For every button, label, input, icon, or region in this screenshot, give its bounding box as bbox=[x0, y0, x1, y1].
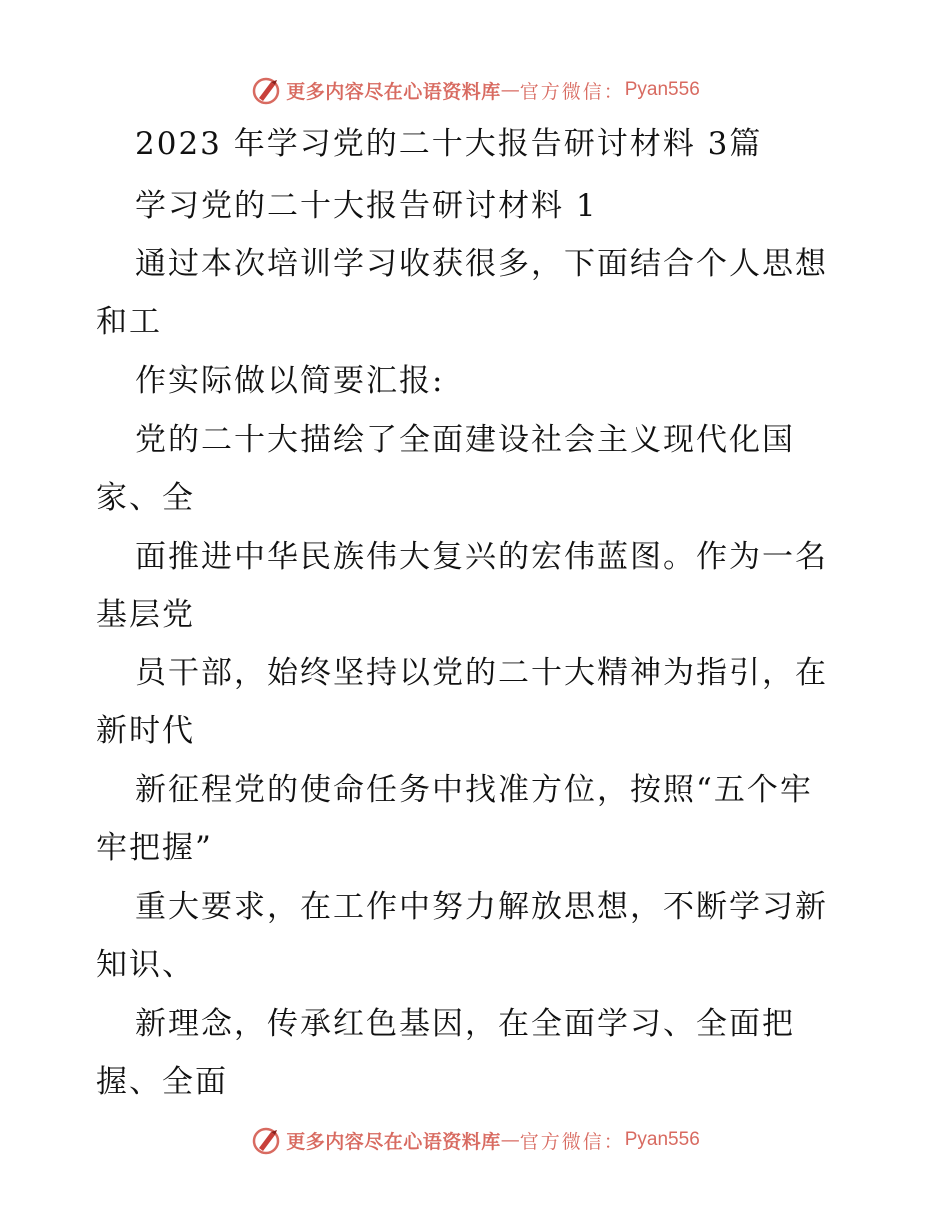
watermark-separator: — bbox=[500, 79, 520, 101]
watermark-separator: — bbox=[500, 1129, 520, 1151]
text-line: 基层党 bbox=[96, 597, 195, 633]
watermark-site-text: 更多内容尽在心语资料库 bbox=[286, 80, 501, 103]
watermark-site-text: 更多内容尽在心语资料库 bbox=[286, 1130, 501, 1153]
pen-nib-logo-icon bbox=[250, 74, 282, 106]
bottom-watermark-banner bbox=[0, 1120, 950, 1160]
section-heading: 学习党的二十大报告研讨材料 1 bbox=[135, 188, 598, 224]
text-line: 牢把握” bbox=[96, 830, 213, 866]
watermark-wechat-label: 官方微信： bbox=[519, 1130, 625, 1153]
text-line: 握、全面 bbox=[96, 1064, 228, 1100]
watermark-wechat-id: Pyan556 bbox=[624, 79, 700, 100]
document-title: 2023 年学习党的二十大报告研讨材料 3篇 bbox=[135, 126, 763, 162]
text-line: 员干部，始终坚持以党的二十大精神为指引，在 bbox=[135, 655, 828, 691]
text-line: 新征程党的使命任务中找准方位，按照“五个牢 bbox=[135, 772, 813, 808]
text-line: 家、全 bbox=[96, 480, 195, 516]
text-line: 党的二十大描绘了全面建设社会主义现代化国 bbox=[135, 422, 795, 458]
top-watermark-banner bbox=[0, 70, 950, 110]
text-line: 知识、 bbox=[96, 947, 195, 983]
watermark-wechat-label: 官方微信： bbox=[519, 80, 625, 103]
text-line: 面推进中华民族伟大复兴的宏伟蓝图。作为一名 bbox=[135, 539, 828, 575]
watermark-wechat-id: Pyan556 bbox=[624, 1129, 700, 1150]
text-line: 通过本次培训学习收获很多，下面结合个人思想 bbox=[135, 246, 828, 282]
pen-nib-logo-icon bbox=[250, 1124, 282, 1156]
text-line: 作实际做以简要汇报: bbox=[135, 363, 445, 399]
text-line: 新理念，传承红色基因，在全面学习、全面把 bbox=[135, 1006, 795, 1042]
text-line: 新时代 bbox=[96, 713, 195, 749]
text-line: 重大要求，在工作中努力解放思想，不断学习新 bbox=[135, 889, 828, 925]
text-line: 和工 bbox=[96, 304, 162, 340]
